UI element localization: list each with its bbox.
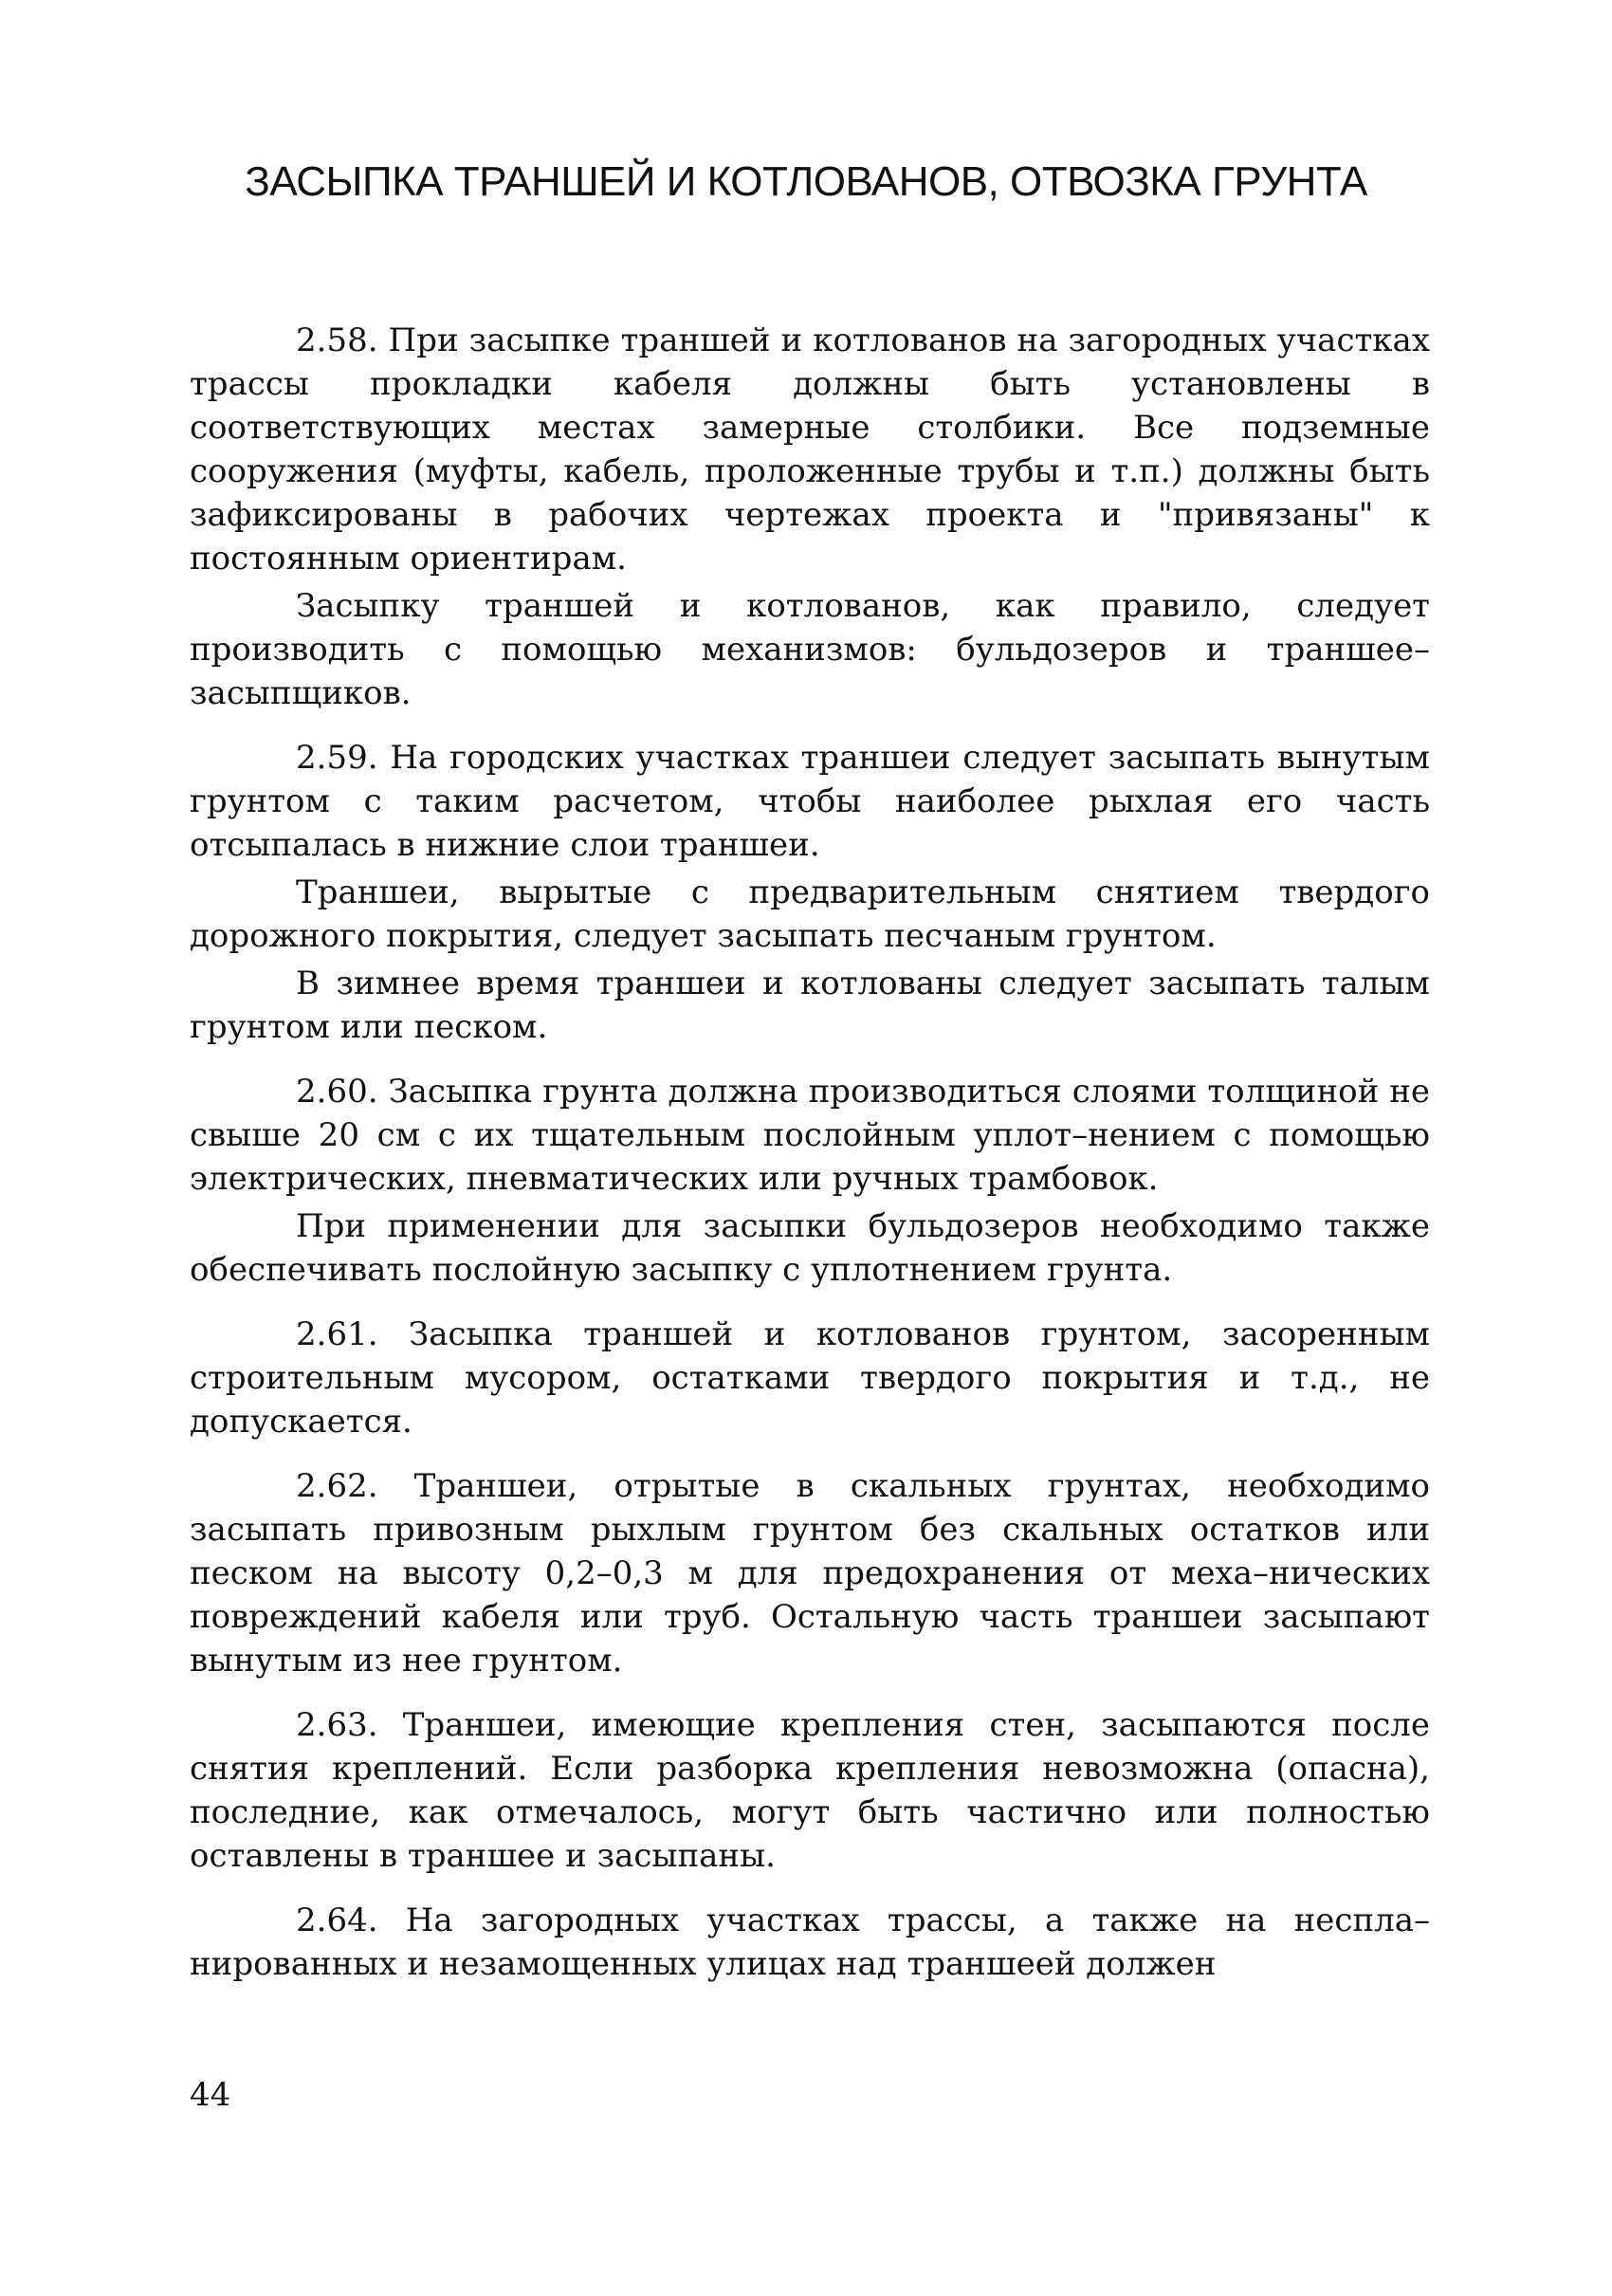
paragraph-2-62: 2.62. Траншеи, отрытые в скальных грунтах, необходимо засыпать привозным рыхлым грунтом без скальных остатков или песком на высоту 0,2–0,3 м для предохранения от меха–нических повреждений кабеля или труб. Остальную часть траншеи засыпают вынутым из нее грунтом.: [190, 1467, 1430, 1680]
paragraph-bulldozer-backfill: При применении для засыпки бульдозеров необходимо также обеспечивать послойную засыпку с уплотнением грунта.: [190, 1207, 1430, 1289]
paragraph-2-59: 2.59. На городских участках траншеи следует засыпать вынутым грунтом с таким расчетом, чтобы наиболее рыхлая его часть отсыпалась в нижние слои траншеи.: [190, 739, 1430, 864]
paragraph-winter-backfill: В зимнее время траншеи и котлованы следует засыпать талым грунтом или песком.: [190, 964, 1430, 1046]
paragraph-backfill-machinery: Засыпку траншей и котлованов, как правило, следует производить с помощью механизмов: бульдозеров и траншее–засыпщиков.: [190, 587, 1430, 712]
page-number: 44: [190, 2076, 231, 2114]
paragraph-sand-backfill: Траншеи, вырытые с предварительным снятием твердого дорожного покрытия, следует засыпать песчаным грунтом.: [190, 873, 1430, 955]
paragraph-2-61: 2.61. Засыпка траншей и котлованов грунтом, засоренным строительным мусором, остатками твердого покрытия и т.д., не допускается.: [190, 1315, 1430, 1441]
section-heading: ЗАСЫПКА ТРАНШЕЙ И КОТЛОВАНОВ, ОТВОЗКА ГРУНТА: [245, 158, 1367, 205]
paragraph-2-60: 2.60. Засыпка грунта должна производиться слоями толщиной не свыше 20 см с их тщательным послойным уплот–нением с помощью электрических, пневматических или ручных трамбовок.: [190, 1073, 1430, 1198]
body-text: [190, 319, 1430, 1986]
paragraph-2-64: 2.64. На загородных участках трассы, а также на неспла–нированных и незамощенных улицах над траншеей должен: [190, 1901, 1430, 1983]
paragraph-2-58: 2.58. При засыпке траншей и котлованов на загородных участках трассы прокладки кабеля должны быть установлены в соответствующих местах замерные столбики. Все подземные сооружения (муфты, кабель, проложенные трубы и т.п.) должны быть зафиксированы в рабочих чертежах проекта и "привязаны" к постоянным ориентирам.: [190, 321, 1430, 578]
paragraph-2-63: 2.63. Траншеи, имеющие крепления стен, засыпаются после снятия креплений. Если разборка крепления невозможна (опасна), последние, как отмечалось, могут быть частично или полностью оставлены в траншее и засыпаны.: [190, 1706, 1430, 1875]
